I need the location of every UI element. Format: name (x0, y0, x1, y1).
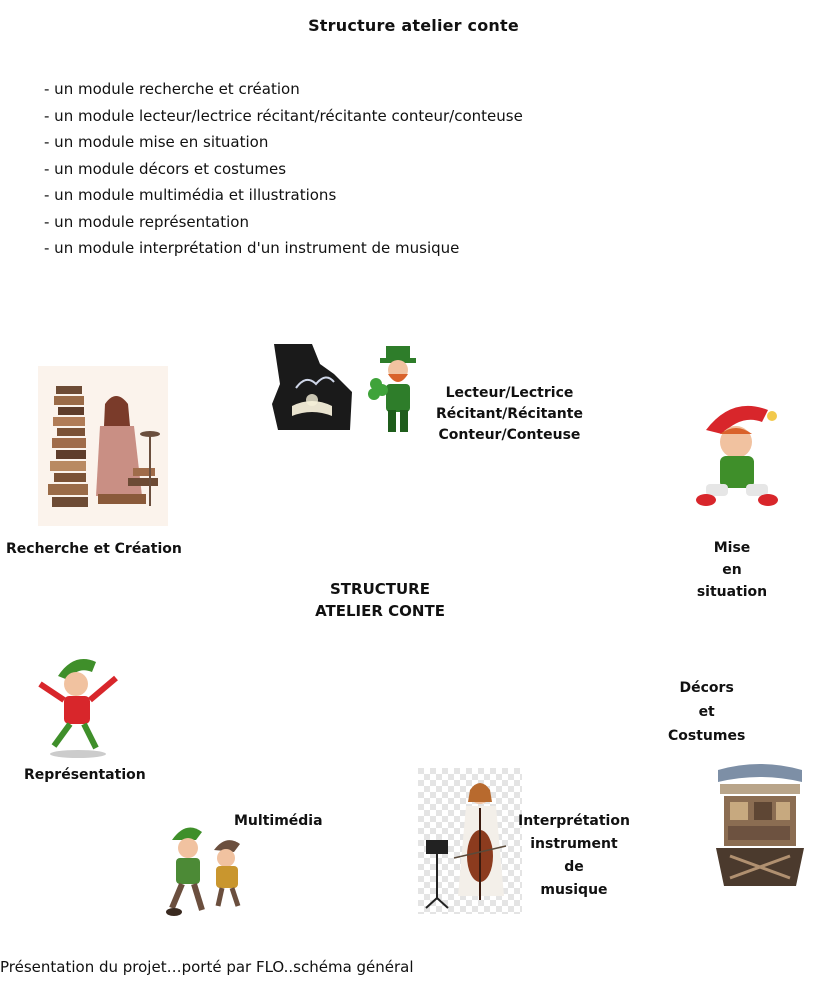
page-title: Structure atelier conte (308, 16, 519, 35)
node-recherche-creation: Recherche et Création (6, 541, 182, 557)
open-book-illustration (272, 344, 354, 430)
stage-decor-illustration (710, 760, 810, 892)
footer-caption: Présentation du projet…porté par FLO..schéma général (0, 958, 414, 976)
module-item: - un module interprétation d'un instrument de musique (44, 239, 460, 257)
node-representation: Représentation (24, 767, 146, 783)
module-item: - un module décors et costumes (44, 159, 287, 178)
module-item: - un module recherche et création (44, 80, 300, 98)
module-item: - un module mise en situation (44, 133, 269, 151)
node-decors-costumes: Décors et Costumes (668, 680, 746, 744)
cellist-illustration (418, 768, 522, 914)
node-mise-en-situation: Mise en situation (696, 540, 768, 600)
module-item: - un module lecteur/lectrice récitant/récitante conteur/conteuse (44, 106, 523, 125)
node-lecteur-lectrice: Lecteur/Lectrice Récitant/Récitante Conteur/Conteuse (436, 385, 583, 443)
module-item: - un module multimédia et illustrations (44, 186, 337, 204)
sitting-elf-illustration (692, 400, 782, 516)
module-list (44, 76, 523, 262)
books-reader-illustration (38, 366, 168, 526)
node-interpretation: Interprétation instrument de musique (518, 813, 630, 898)
node-multimedia: Multimédia (234, 813, 323, 829)
leprechaun-illustration (368, 344, 424, 440)
module-item: - un module représentation (44, 212, 249, 231)
dancing-elf-illustration (34, 654, 124, 760)
elves-multimedia-illustration (162, 820, 256, 918)
diagram-center-title: STRUCTURE ATELIER CONTE (315, 580, 445, 620)
